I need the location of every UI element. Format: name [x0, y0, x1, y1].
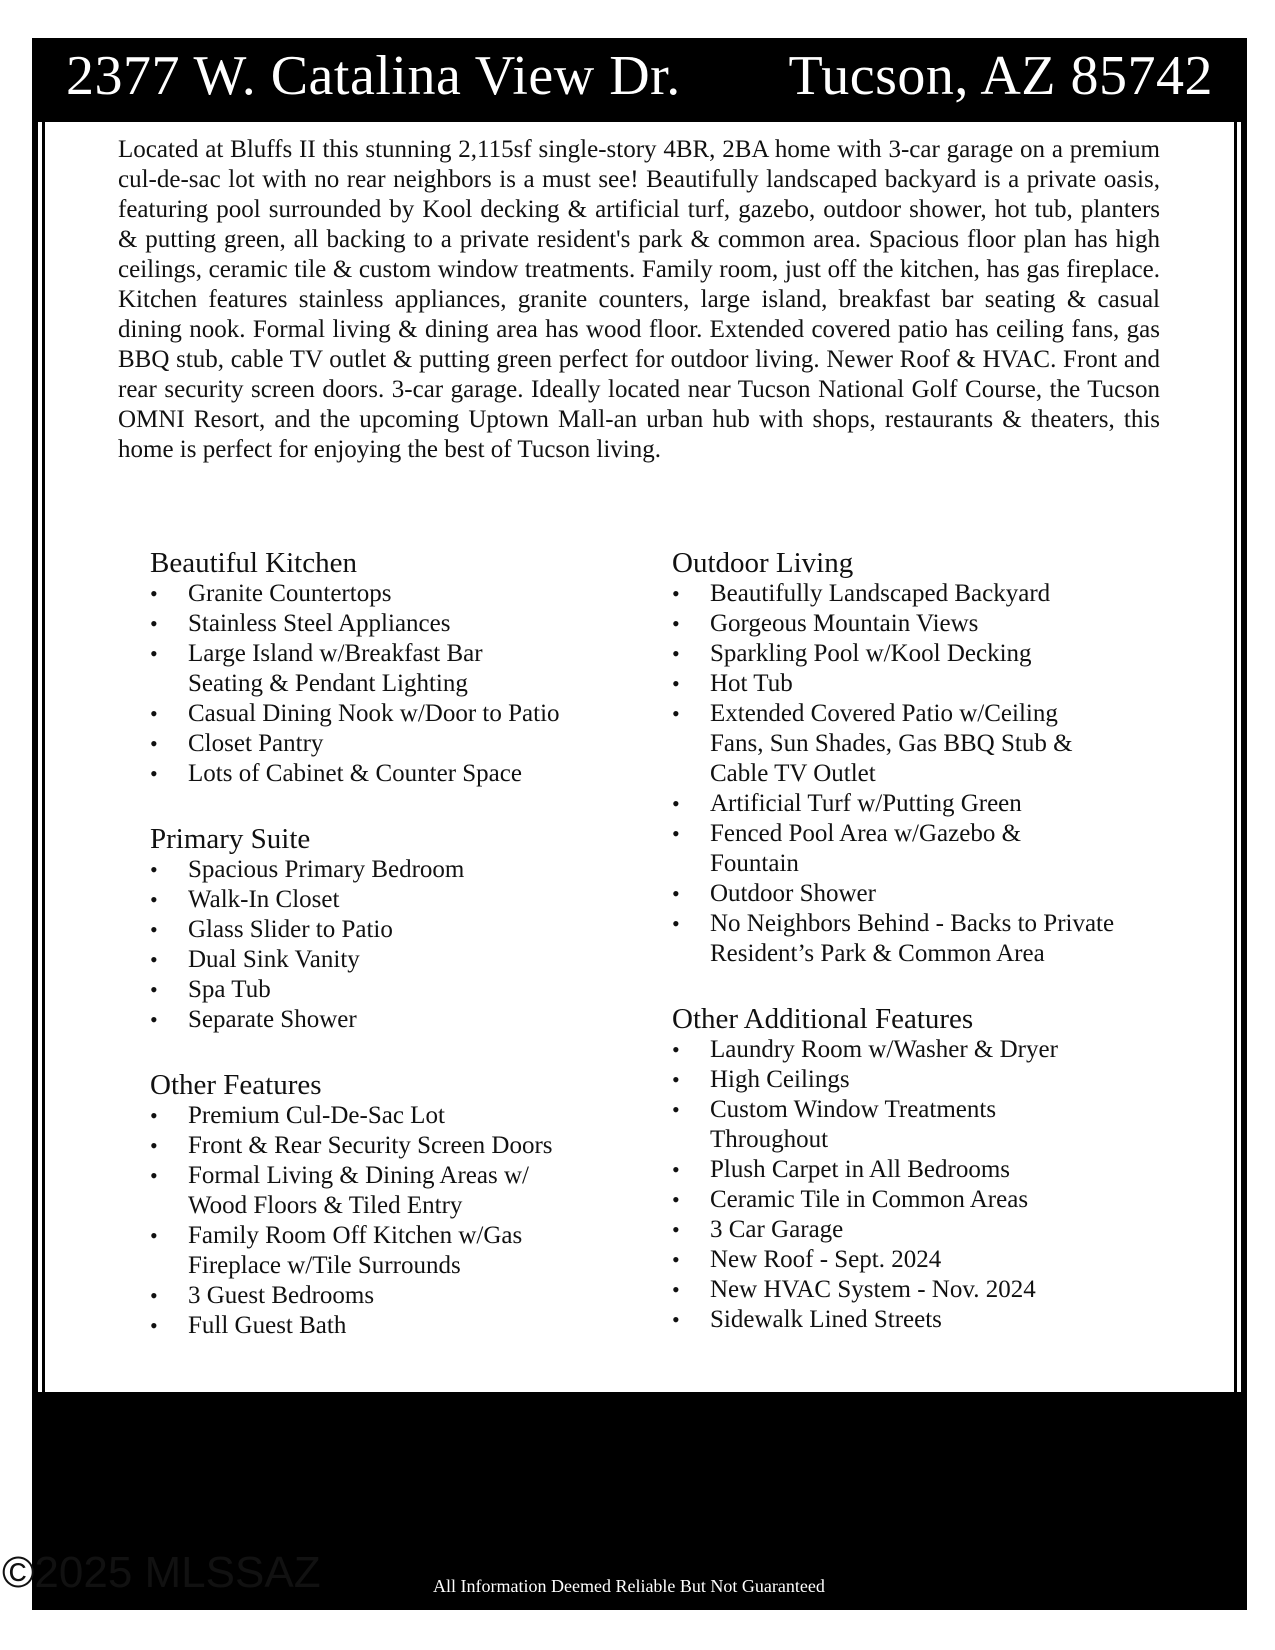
- list-item: • Sidewalk Lined Streets: [672, 1305, 1192, 1335]
- list-item: • Laundry Room w/Washer & Dryer: [672, 1035, 1192, 1065]
- list-item: • Formal Living & Dining Areas w/ Wood Floors & Tiled Entry: [150, 1161, 568, 1221]
- header-bar: [32, 38, 1247, 122]
- list-item: • Family Room Off Kitchen w/Gas Fireplace w/Tile Surrounds: [150, 1221, 568, 1281]
- section-title: Other Features: [150, 1069, 322, 1101]
- list-item: • Spacious Primary Bedroom: [150, 855, 670, 885]
- property-city: Tucson, AZ 85742: [788, 45, 1213, 107]
- list-item: • Artificial Turf w/Putting Green: [672, 789, 1192, 819]
- list-item: • Full Guest Bath: [150, 1311, 670, 1341]
- list-item: • New Roof - Sept. 2024: [672, 1245, 1192, 1275]
- list-item: • Custom Window Treatments Throughout: [672, 1095, 1070, 1155]
- list-item: • Ceramic Tile in Common Areas: [672, 1185, 1192, 1215]
- left-border-thin: [42, 122, 45, 1392]
- list-item: • No Neighbors Behind - Backs to Private Resident’s Park & Common Area: [672, 909, 1120, 969]
- right-feature-column: [672, 547, 1192, 1369]
- list-item: • Plush Carpet in All Bedrooms: [672, 1155, 1192, 1185]
- list-item: • Closet Pantry: [150, 729, 670, 759]
- feature-list: [150, 1101, 670, 1341]
- list-item: • Hot Tub: [672, 669, 1192, 699]
- list-item: • Dual Sink Vanity: [150, 945, 670, 975]
- list-item: • Granite Countertops: [150, 579, 670, 609]
- list-item: • Spa Tub: [150, 975, 670, 1005]
- list-item: • Walk-In Closet: [150, 885, 670, 915]
- section-title: Outdoor Living: [672, 547, 854, 579]
- list-item: • Beautifully Landscaped Backyard: [672, 579, 1192, 609]
- list-item: • Sparkling Pool w/Kool Decking: [672, 639, 1192, 669]
- copyright-watermark: ©2025 MLSSAZ: [2, 1548, 321, 1597]
- list-item: • Premium Cul-De-Sac Lot: [150, 1101, 670, 1131]
- list-item: • New HVAC System - Nov. 2024: [672, 1275, 1192, 1305]
- left-border-thick: [32, 122, 38, 1392]
- list-item: • Stainless Steel Appliances: [150, 609, 670, 639]
- feature-list: [150, 855, 670, 1035]
- feature-list: [672, 579, 1192, 969]
- list-item: • Front & Rear Security Screen Doors: [150, 1131, 670, 1161]
- section-other-additional-features: [672, 1003, 1192, 1335]
- feature-list: [150, 579, 670, 789]
- list-item: • 3 Car Garage: [672, 1215, 1192, 1245]
- left-feature-column: [150, 547, 670, 1375]
- list-item: • Lots of Cabinet & Counter Space: [150, 759, 670, 789]
- list-item: • Casual Dining Nook w/Door to Patio: [150, 699, 670, 729]
- section-primary-suite: [150, 823, 670, 1035]
- list-item: • Outdoor Shower: [672, 879, 1192, 909]
- list-item: • Extended Covered Patio w/Ceiling Fans, Sun Shades, Gas BBQ Stub & Cable TV Outlet: [672, 699, 1110, 789]
- list-item: • Separate Shower: [150, 1005, 670, 1035]
- right-border-thick: [1241, 122, 1247, 1392]
- list-item: • 3 Guest Bedrooms: [150, 1281, 670, 1311]
- list-item: • Gorgeous Mountain Views: [672, 609, 1192, 639]
- section-title: Beautiful Kitchen: [150, 547, 357, 579]
- list-item: • Large Island w/Breakfast Bar Seating & Pendant Lighting: [150, 639, 528, 699]
- section-beautiful-kitchen: [150, 547, 670, 789]
- disclaimer-text: All Information Deemed Reliable But Not Guaranteed: [433, 1576, 825, 1596]
- feature-list: [672, 1035, 1192, 1335]
- list-item: • Glass Slider to Patio: [150, 915, 670, 945]
- list-item: • High Ceilings: [672, 1065, 1192, 1095]
- right-border-thin: [1234, 122, 1237, 1392]
- property-description: Located at Bluffs II this stunning 2,115sf single-story 4BR, 2BA home with 3-car garage on a premium cul-de-sac lot with no rear neighbors is a must see! Beautifully landscaped backyard is a private oasis, featuring pool surrounded by Kool decking & artificial turf, gazebo, outdoor shower, hot tub, planters & putting green, all backing to a private resident's park & common area. Spacious floor plan has high ceilings, ceramic tile & custom window treatments. Family room, just off the kitchen, has gas fireplace. Kitchen features stainless appliances, granite counters, large island, breakfast bar seating & casual dining nook. Formal living & dining area has wood floor. Extended covered patio has ceiling fans, gas BBQ stub, cable TV outlet & putting green perfect for outdoor living. Newer Roof & HVAC. Front and rear security screen doors. 3-car garage. Ideally located near Tucson National Golf Course, the Tucson OMNI Resort, and the upcoming Uptown Mall-an urban hub with shops, restaurants & theaters, this home is perfect for enjoying the best of Tucson living.: [118, 136, 1160, 463]
- property-address: 2377 W. Catalina View Dr.: [66, 45, 681, 107]
- section-title: Primary Suite: [150, 823, 311, 855]
- list-item: • Fenced Pool Area w/Gazebo & Fountain: [672, 819, 1080, 879]
- section-title: Other Additional Features: [672, 1003, 974, 1035]
- section-other-features: [150, 1069, 670, 1341]
- section-outdoor-living: [672, 547, 1192, 969]
